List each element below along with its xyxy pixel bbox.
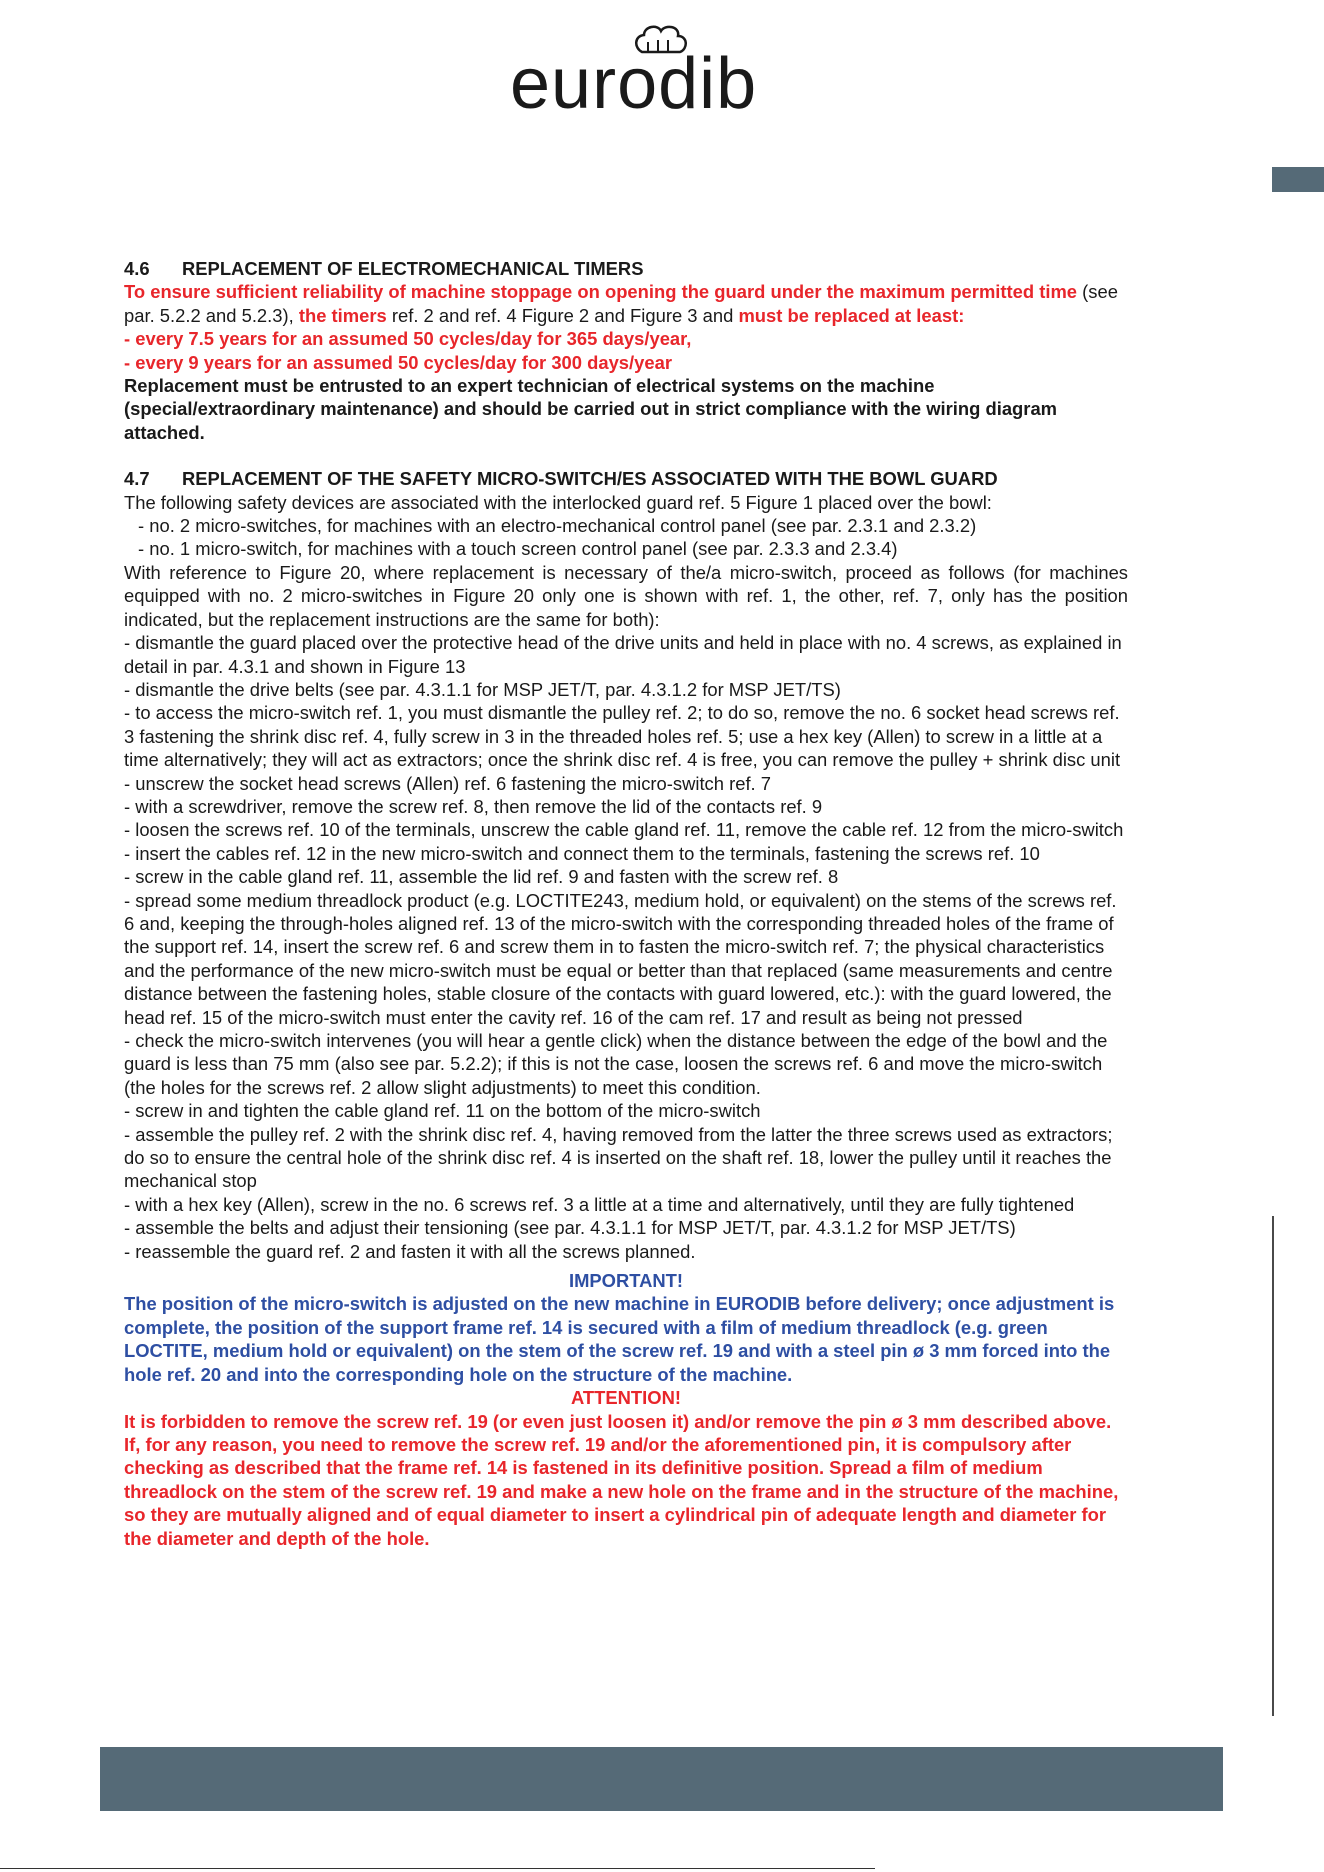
must-replace-text: must be replaced at least: (738, 304, 965, 326)
procedure-step: - screw in the cable gland ref. 11, assemble the lid ref. 9 and fasten with the screw ref. 8 (124, 866, 839, 888)
device-list-item: - no. 2 micro-switches, for machines with an electro-mechanical control panel (see par. 2.3.1 and 2.3.2) (138, 515, 977, 537)
side-tab-marker (1272, 167, 1324, 192)
section-number: 4.6 (124, 258, 150, 279)
intro-paragraph: The following safety devices are associated with the interlocked guard ref. 5 Figure 1 placed over the bowl: (124, 491, 992, 513)
replacement-interval-1: - every 7.5 years for an assumed 50 cycles/day for 365 days/year, (124, 328, 692, 350)
replacement-interval-2: - every 9 years for an assumed 50 cycles/day for 300 days/year (124, 351, 672, 373)
procedure-step: - with a hex key (Allen), screw in the no. 6 screws ref. 3 a little at a time and alternatively, until they are fully tightened (124, 1193, 1075, 1215)
device-list-item: - no. 1 micro-switch, for machines with a touch screen control panel (see par. 2.3.3 and 2.3.4) (138, 538, 898, 560)
technician-note: Replacement must be entrusted to an expert technician of electrical systems on the machine (special/extraordinary maintenance) and should be carried out in strict compliance with the wiring diagram attached. (124, 375, 1058, 443)
section-4-7-heading (124, 467, 1128, 490)
procedure-step: - check the micro-switch intervenes (you will hear a gentle click) when the distance between the edge of the bowl and the guard is less than 75 mm (also see par. 5.2.2); if this is not the case, loosen the screws ref. 6 and move the micro-switch (the holes for the screws ref. 2 allow slight adjustments) to meet this condition. (124, 1030, 1108, 1098)
procedure-step: - with a screwdriver, remove the screw ref. 8, then remove the lid of the contacts ref. 9 (124, 795, 823, 817)
procedure-step: - to access the micro-switch ref. 1, you must dismantle the pulley ref. 2; to do so, remove the no. 6 socket head screws ref. 3 fastening the shrink disc ref. 4, fully screw in 3 in the threaded holes ref. 5; use a hex key (Allen) to screw in a little at a time alternatively; they will act as extractors; once the shrink disc ref. 4 is free, you can remove the pulley + shrink disc unit (124, 702, 1121, 771)
procedure-step: - reassemble the guard ref. 2 and fasten it with all the screws planned. (124, 1240, 696, 1262)
procedure-step: - loosen the screws ref. 10 of the terminals, unscrew the cable gland ref. 11, remove the cable ref. 12 from the micro-switch (124, 819, 1124, 841)
timers-text: the timers (298, 304, 387, 326)
footer-bar (100, 1747, 1223, 1811)
procedure-step: - assemble the pulley ref. 2 with the shrink disc ref. 4, having removed from the latter the three screws used as extractors; do so to ensure the central hole of the shrink disc ref. 4 is inserted on the shaft ref. 18, lower the pulley until it reaches the mechanical stop (124, 1123, 1113, 1192)
procedure-step: - screw in and tighten the cable gland ref. 11 on the bottom of the micro-switch (124, 1100, 761, 1122)
section-title: REPLACEMENT OF THE SAFETY MICRO-SWITCH/ES ASSOCIATED WITH THE BOWL GUARD (182, 468, 998, 490)
procedure-step: - dismantle the drive belts (see par. 4.3.1.1 for MSP JET/T, par. 4.3.1.2 for MSP JET/TS) (124, 678, 841, 700)
section-4-6-heading (124, 257, 1128, 280)
important-note: The position of the micro-switch is adjusted on the new machine in EURODIB before delivery; once adjustment is complete, the position of the support frame ref. 14 is secured with a film of medium threadlock (e.g. green LOCTITE, medium hold or equivalent) on the stem of the screw ref. 19 and with a steel pin ø 3 mm forced into the hole ref. 20 and into the corresponding hole on the structure of the machine. (124, 1293, 1115, 1385)
procedure-step: - spread some medium threadlock product (e.g. LOCTITE243, medium hold, or equivalent) on the stems of the screws ref. 6 and, keeping the through-holes aligned ref. 13 of the micro-switch with the corresponding threaded holes of the frame of the support ref. 14, insert the screw ref. 6 and screw them in to fasten the micro-switch ref. 7; the physical characteristics and the performance of the new micro-switch must be equal or better than that replaced (same measurements and centre distance between the fastening holes, stable closure of the contacts with guard lowered, etc.): with the guard lowered, the head ref. 15 of the micro-switch must enter the cavity ref. 16 of the cam ref. 17 and result as being not pressed (124, 889, 1117, 1028)
margin-line (1272, 1216, 1274, 1716)
important-title: IMPORTANT! (568, 1270, 684, 1292)
procedure-step: - insert the cables ref. 12 in the new micro-switch and connect them to the terminals, fastening the screws ref. 10 (124, 842, 1040, 864)
section-number: 4.7 (124, 468, 150, 490)
requirement-text: To ensure sufficient reliability of machine stoppage on opening the guard under the maximum permitted time (124, 281, 1078, 303)
procedure-step: - assemble the belts and adjust their tensioning (see par. 4.3.1.1 for MSP JET/T, par. 4.3.1.2 for MSP JET/TS) (124, 1217, 1016, 1239)
procedure-step: - unscrew the socket head screws (Allen) ref. 6 fastening the micro-switch ref. 7 (124, 772, 771, 794)
page-content (124, 257, 1128, 1550)
eurodib-logo (510, 18, 820, 124)
reference-text: (see par. 5.2.2 and 5.2.3), (124, 281, 1118, 326)
timers-requirement-paragraph (124, 280, 1128, 327)
figure-reference-text: ref. 2 and ref. 4 Figure 2 and Figure 3 and (386, 304, 739, 326)
bottom-rule (0, 1868, 875, 1869)
attention-title: ATTENTION! (571, 1387, 681, 1409)
procedure-intro: With reference to Figure 20, where replacement is necessary of the/a micro-switch, proceed as follows (for machines equipped with no. 2 micro-switches in Figure 20 only one is shown with ref. 1, the other, ref. 7, only has the position indicated, but the replacement instructions are the same for both): (124, 561, 1128, 630)
procedure-step: - dismantle the guard placed over the protective head of the drive units and held in place with no. 4 screws, as explained in detail in par. 4.3.1 and shown in Figure 13 (124, 632, 1122, 677)
section-title: REPLACEMENT OF ELECTROMECHANICAL TIMERS (182, 258, 644, 279)
logo-text: eurodib (510, 44, 758, 124)
attention-note: It is forbidden to remove the screw ref. 19 (or even just loosen it) and/or remove the pin ø 3 mm described above. If, for any reason, you need to remove the screw ref. 19 and/or the aforementioned pin, it is compulsory after checking as described that the frame ref. 14 is fastened in its definitive position. Spread a film of medium threadlock on the stem of the screw ref. 19 and make a new hole on the frame and in the structure of the machine, so they are mutually aligned and of equal diameter to insert a cylindrical pin of adequate length and diameter for the diameter and depth of the hole. (124, 1410, 1119, 1549)
